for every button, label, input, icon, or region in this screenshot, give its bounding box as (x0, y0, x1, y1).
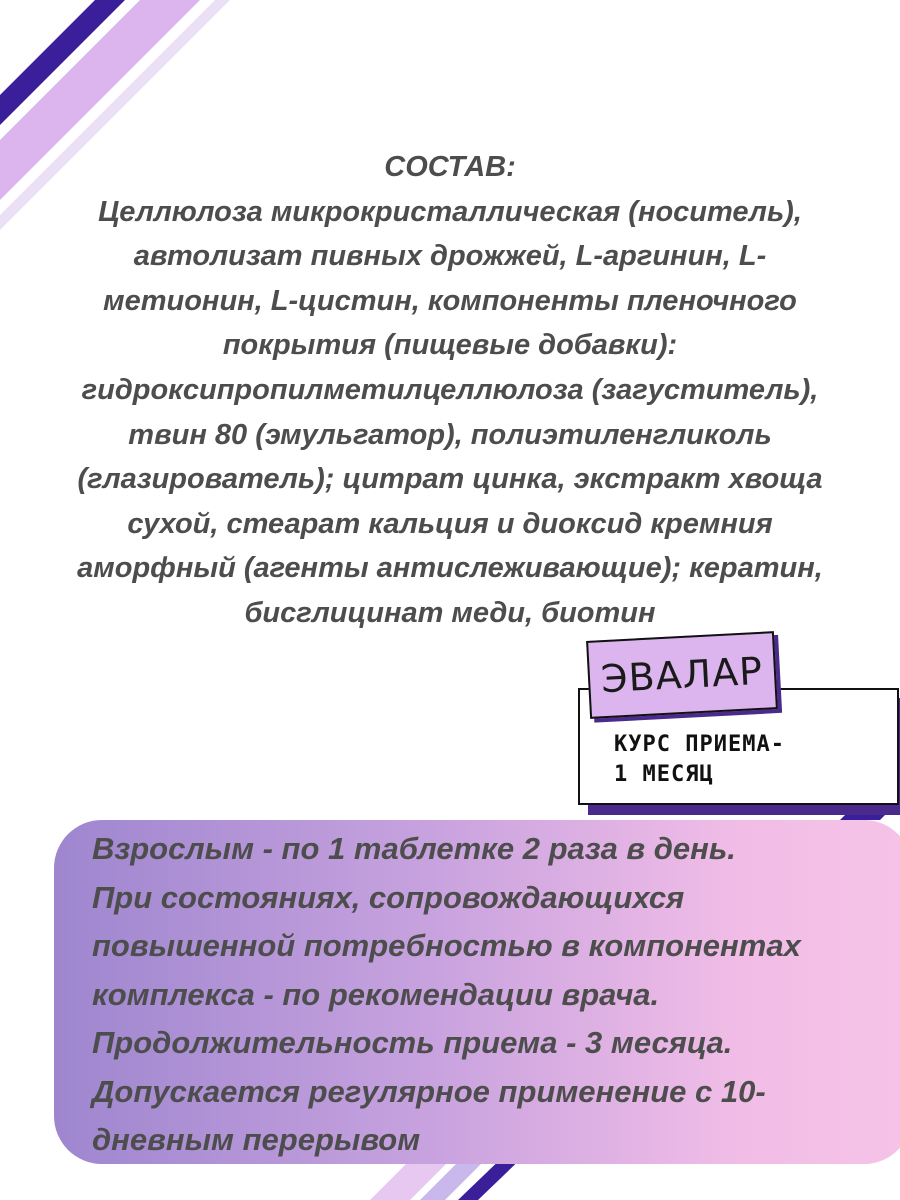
course-line: 1 МЕСЯЦ (614, 762, 714, 787)
dosage-line: повышенной потребностью в компонентах (92, 928, 801, 963)
course-line: КУРС ПРИЕМА- (614, 732, 785, 757)
dosage-line: комплекса - по рекомендации врача. (92, 976, 660, 1012)
dosage-line: При состояниях, сопровождающихся (92, 879, 685, 915)
composition-line: Целлюлоза микрокристаллическая (носитель), (98, 195, 802, 228)
brand-name: ЭВАЛАР (599, 648, 765, 702)
composition-line: покрытия (пищевые добавки): (222, 329, 678, 362)
dosage-text (92, 825, 892, 1165)
composition-line: твин 80 (эмульгатор), полиэтиленгликоль (128, 418, 772, 451)
composition-line: (глазирователь); цитрат цинка, экстракт хвоща (77, 463, 823, 496)
composition-line: автолизат пивных дрожжей, L-аргинин, L- (133, 240, 767, 273)
composition-line: метионин, L-цистин, компоненты пленочного (103, 284, 797, 317)
composition-line: бисглицинат меди, биотин (244, 596, 656, 629)
dosage-line: Допускается регулярное применение с 10- (92, 1073, 766, 1109)
brand-tag (586, 631, 778, 719)
dosage-line: дневным перерывом (92, 1122, 421, 1157)
composition-line: сухой, стеарат кальция и диоксид кремния (127, 507, 773, 540)
composition-text (40, 145, 860, 636)
dosage-line: Продолжительность приема - 3 месяца. (92, 1025, 733, 1060)
course-duration (614, 730, 874, 790)
composition-line: СОСТАВ: (384, 151, 516, 183)
dosage-line: Взрослым - по 1 таблетке 2 раза в день. (92, 831, 736, 866)
composition-line: аморфный (агенты антислеживающие); кератин, (77, 552, 823, 585)
composition-line: гидроксипропилметилцеллюлоза (загуститель), (81, 373, 819, 406)
